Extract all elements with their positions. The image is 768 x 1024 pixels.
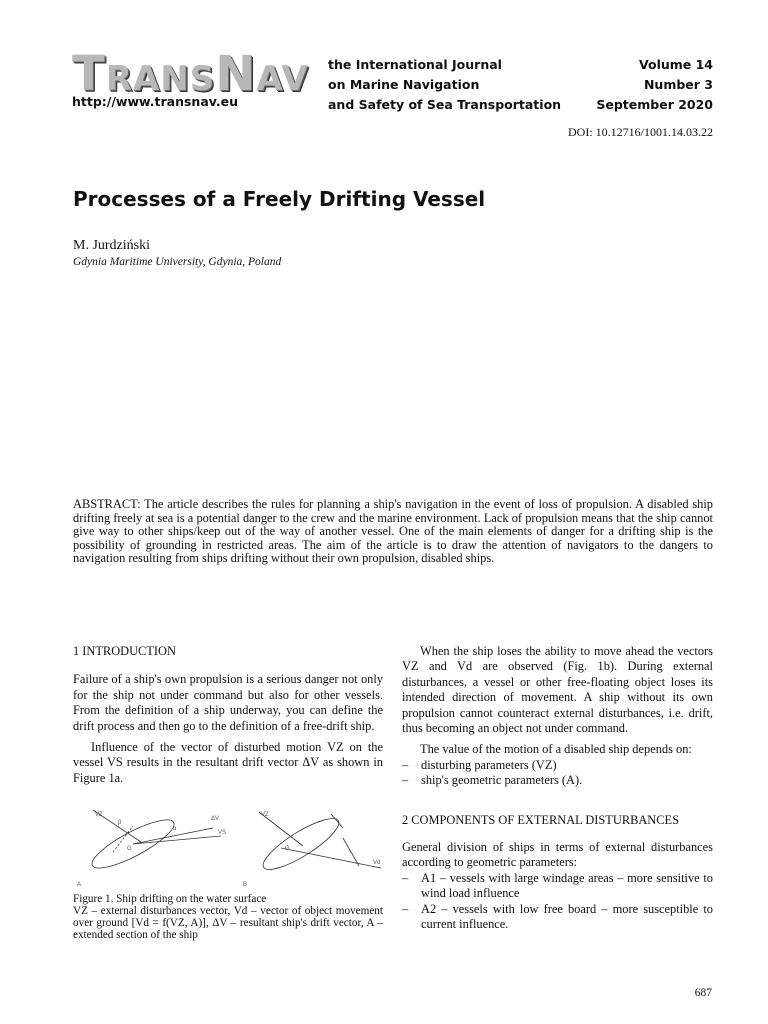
- right-column: [402, 644, 713, 933]
- list-item: – A1 – vessels with large windage areas – more sensitive to wind load influence: [402, 871, 713, 902]
- journal-name-line: the International Journal: [328, 57, 502, 72]
- journal-name: [328, 55, 561, 115]
- label-g: G: [127, 846, 132, 852]
- section-heading-components: 2 COMPONENTS OF EXTERNAL DISTURBANCES: [402, 812, 679, 827]
- figure-caption: [73, 893, 383, 941]
- paper-title: Processes of a Freely Drifting Vessel: [73, 187, 486, 211]
- author-name: M. Jurdziński: [73, 238, 150, 253]
- label-vs: VS: [218, 830, 227, 836]
- paragraph: General division of ships in terms of external disturbances according to geometric parameters:: [402, 840, 713, 870]
- abstract: ABSTRACT: The article describes the rules for planning a ship's navigation in the event of loss of propulsion. A disabled ship drifting freely at sea is a potential danger to the crew and the marine environment. Lack of propulsion means that the ship cannot give way to other ships/keep out of the way of another vessel. One of the main elements of danger for a drifting ship is the possibility of grounding in restricted areas. The aim of the article is to draw the attention of navigators to the dangers to navigation resulting from ships drifting without their own propulsion, disabled ships.: [73, 497, 713, 566]
- paragraph: The value of the motion of a disabled ship depends on:: [420, 742, 692, 757]
- page-number: 687: [694, 987, 712, 999]
- label-vz: VZ: [95, 812, 103, 818]
- list-item: – ship's geometric parameters (A).: [402, 773, 713, 788]
- left-column: [73, 644, 383, 792]
- caption-text: VZ – external disturbances vector, Vd – vector of object movement over ground [Vd = f(VZ, A)], ΔV – resultant ship's drift vector, A – extended section of the ship: [73, 905, 383, 941]
- doi-text: DOI: 10.12716/1001.14.03.22: [568, 125, 713, 139]
- list-item: – disturbing parameters (VZ): [402, 758, 713, 773]
- label-vd: Vd: [373, 860, 381, 866]
- label-vz-b: VZ: [261, 812, 269, 818]
- journal-name-line: on Marine Navigation: [328, 77, 480, 92]
- label-a: A: [77, 882, 82, 888]
- author-affiliation: Gdynia Maritime University, Gdynia, Poland: [73, 256, 282, 268]
- label-beta: β: [118, 820, 122, 826]
- section-heading-introduction: 1 INTRODUCTION: [73, 644, 176, 658]
- ship-division-list: [402, 871, 713, 933]
- volume-label: Volume 14: [638, 57, 713, 72]
- label-g-b: G: [285, 846, 290, 852]
- figure-ship-drifting: [73, 806, 383, 892]
- list-item: – A2 – vessels with low free board – more susceptible to current influence.: [402, 902, 713, 933]
- issue-info: [596, 55, 713, 115]
- journal-logo: TRANSNAV: [72, 46, 309, 102]
- label-b: B: [243, 882, 248, 888]
- journal-url-link[interactable]: http://www.transnav.eu: [72, 94, 239, 109]
- paragraph: Failure of a ship's own propulsion is a serious danger not only for the ship not under command but also for other vessels. From the definition of a ship underway, you can define the drift process and then go to the definition of a free-drift ship.: [73, 672, 383, 733]
- dependency-list: [402, 758, 713, 789]
- paragraph: Influence of the vector of disturbed motion VZ on the vessel VS results in the resultant drift vector ΔV as shown in Figure 1a.: [73, 740, 383, 785]
- paragraph: When the ship loses the ability to move ahead the vectors VZ and Vd are observed (Fig. 1b). During external disturbances, a vessel or other free-floating object loses its intended direction of movement. A ship without its own propulsion cannot counteract external disturbances, i.e. drift, thus becoming an object not under command.: [402, 644, 713, 736]
- journal-name-line: and Safety of Sea Transportation: [328, 97, 562, 112]
- number-label: Number 3: [643, 77, 713, 92]
- caption-title: Figure 1. Ship drifting on the water surface: [73, 893, 267, 905]
- issue-date: September 2020: [596, 97, 713, 112]
- label-alpha: α: [173, 826, 177, 832]
- label-dv: ΔV: [211, 816, 220, 822]
